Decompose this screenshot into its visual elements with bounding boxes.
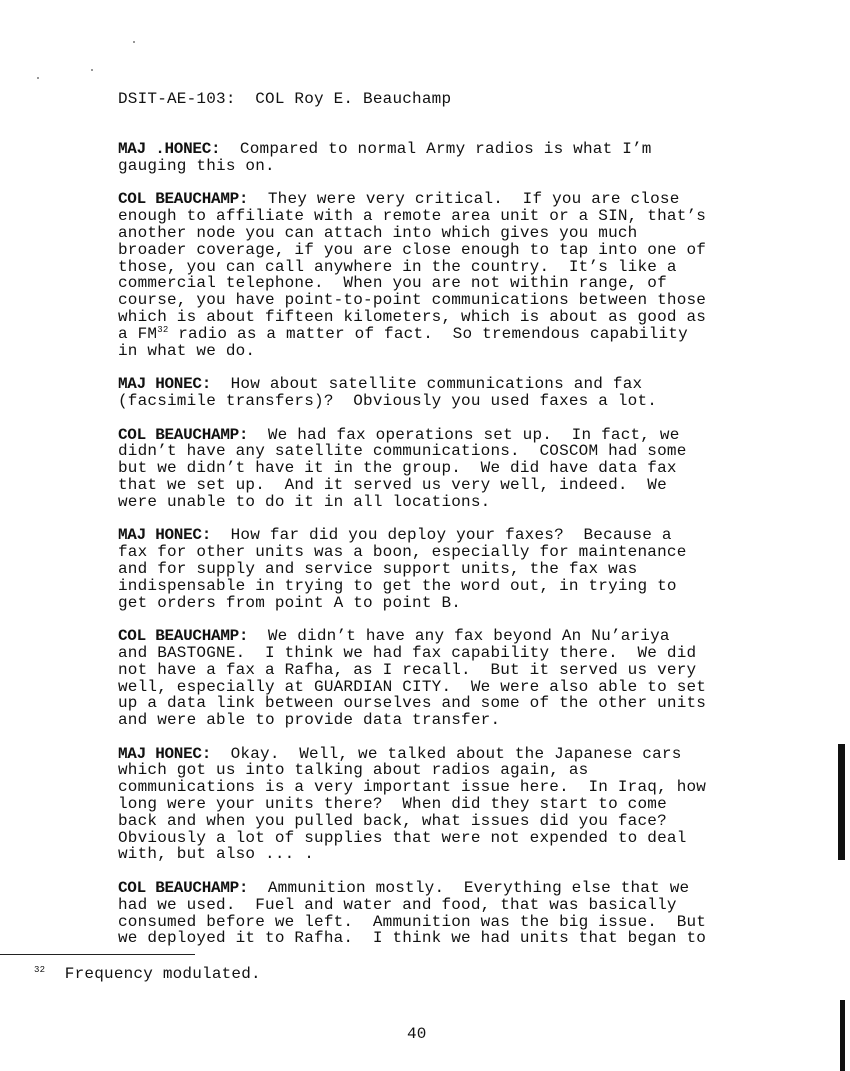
line-text: They were very critical. If you are close <box>248 190 680 209</box>
text-line <box>118 242 818 259</box>
footnote-number: 32 <box>34 965 46 975</box>
speaker-label: MAJ HONEC: <box>118 375 212 394</box>
speaker-label: MAJ HONEC: <box>118 526 212 545</box>
transcript-paragraph <box>118 628 818 729</box>
document-title: DSIT-AE-103: COL Roy E. Beauchamp <box>118 90 452 108</box>
transcript-paragraph <box>118 527 818 611</box>
text-line <box>118 275 818 292</box>
speaker-label: COL BEAUCHAMP: <box>118 425 249 444</box>
speaker-label: COL BEAUCHAMP: <box>118 879 249 898</box>
scan-edge-mark <box>838 744 845 860</box>
footnote <box>34 966 261 983</box>
text-line <box>118 880 818 897</box>
line-text: gauging this on. <box>118 156 275 175</box>
transcript-paragraph <box>118 191 818 359</box>
transcript-paragraph <box>118 141 818 175</box>
speaker-label: COL BEAUCHAMP: <box>118 627 249 646</box>
line-text: back and when you pulled back, what issues did you face? <box>118 811 667 830</box>
line-text: and BASTOGNE. I think we had fax capability there. We did <box>118 643 697 662</box>
text-line <box>118 578 818 595</box>
line-text: We had fax operations set up. In fact, we <box>248 425 680 444</box>
scan-speck <box>37 77 39 79</box>
line-text: How about satellite communications and fax <box>211 375 643 394</box>
text-line <box>118 259 818 276</box>
text-line <box>118 292 818 309</box>
line-text: enough to affiliate with a remote area unit or a SIN, that’s <box>118 207 707 226</box>
line-text: commercial telephone. When you are not within range, of <box>118 274 667 293</box>
line-text: in what we do. <box>118 341 256 360</box>
text-line <box>118 695 818 712</box>
text-line <box>118 930 818 947</box>
text-line <box>118 544 818 561</box>
speaker-label: MAJ .HONEC: <box>118 140 221 158</box>
text-line <box>118 914 818 931</box>
line-text: but we didn’t have it in the group. We did have data fax <box>118 459 677 478</box>
line-text: fax for other units was a boon, especially for maintenance <box>118 543 687 562</box>
line-text: another node you can attach into which gives you much <box>118 223 638 242</box>
line-text: get orders from point A to point B. <box>118 593 462 612</box>
transcript-paragraph <box>118 880 818 947</box>
text-line <box>118 813 818 830</box>
text-line <box>118 645 818 662</box>
text-line <box>118 158 818 175</box>
line-text: course, you have point-to-point communications between those <box>118 291 707 310</box>
text-line <box>118 427 818 444</box>
transcript-body <box>118 141 818 964</box>
line-text: broader coverage, if you are close enough to tap into one of <box>118 240 707 259</box>
text-line <box>118 746 818 763</box>
transcript-paragraph <box>118 376 818 410</box>
text-line <box>118 225 818 242</box>
text-line <box>118 830 818 847</box>
text-line <box>118 141 818 158</box>
text-line <box>118 393 818 410</box>
line-text: and were able to provide data transfer. <box>118 711 501 730</box>
text-line <box>118 561 818 578</box>
text-line <box>118 662 818 679</box>
line-text: long were your units there? When did they start to come <box>118 795 667 814</box>
text-line <box>118 762 818 779</box>
text-line <box>118 326 818 343</box>
text-line <box>118 628 818 645</box>
text-line <box>118 477 818 494</box>
scan-speck <box>91 69 93 71</box>
text-line <box>118 309 818 326</box>
line-text: not have a fax a Rafha, as I recall. But it served us very <box>118 660 697 679</box>
text-line <box>118 712 818 729</box>
speaker-label: COL BEAUCHAMP: <box>118 190 249 209</box>
line-text: which is about fifteen kilometers, which is about as good as <box>118 307 707 326</box>
line-text: up a data link between ourselves and some of the other units <box>118 694 707 713</box>
line-text: and for supply and service support units, the fax was <box>118 559 638 578</box>
text-line <box>118 494 818 511</box>
text-line <box>118 679 818 696</box>
line-text: those, you can call anywhere in the country. It’s like a <box>118 257 677 276</box>
line-text: Ammunition mostly. Everything else that we <box>248 879 690 898</box>
line-text: we deployed it to Rafha. I think we had units that began to <box>118 929 707 948</box>
line-text: consumed before we left. Ammunition was the big issue. But <box>118 912 707 931</box>
line-text: were unable to do it in all locations. <box>118 492 491 511</box>
line-text: Okay. Well, we talked about the Japanese cars <box>211 744 682 763</box>
footnote-text: Frequency modulated. <box>45 965 261 983</box>
text-line <box>118 527 818 544</box>
scan-edge-mark <box>840 1000 845 1071</box>
text-line <box>118 846 818 863</box>
line-text: well, especially at GUARDIAN CITY. We were also able to set <box>118 677 707 696</box>
line-text: which got us into talking about radios again, as <box>118 761 589 780</box>
line-text: (facsimile transfers)? Obviously you used faxes a lot. <box>118 391 658 410</box>
line-text: indispensable in trying to get the word out, in trying to <box>118 576 677 595</box>
text-line <box>118 343 818 360</box>
speaker-label: MAJ HONEC: <box>118 744 212 763</box>
footnote-divider <box>0 954 195 955</box>
line-text: radio as a matter of fact. So tremendous capability <box>168 324 688 343</box>
line-text: We didn’t have any fax beyond An Nu’ariya <box>248 627 670 646</box>
text-line <box>118 595 818 612</box>
line-text: had we used. Fuel and water and food, that was basically <box>118 895 677 914</box>
scan-speck <box>133 41 135 43</box>
line-text: communications is a very important issue here. In Iraq, how <box>118 778 707 797</box>
text-line <box>118 779 818 796</box>
page-number: 40 <box>407 1025 427 1043</box>
text-line <box>118 208 818 225</box>
text-line <box>118 796 818 813</box>
footnote-reference: 32 <box>157 324 169 335</box>
line-text: a FM <box>118 324 158 343</box>
text-line <box>118 460 818 477</box>
transcript-paragraph <box>118 746 818 864</box>
line-text: with, but also ... . <box>118 845 315 864</box>
line-text: Obviously a lot of supplies that were not expended to deal <box>118 828 687 847</box>
line-text: didn’t have any satellite communications. COSCOM had some <box>118 442 687 461</box>
text-line <box>118 897 818 914</box>
line-text: Compared to normal Army radios is what I’m <box>220 140 652 158</box>
line-text: that we set up. And it served us very well, indeed. We <box>118 475 667 494</box>
transcript-paragraph <box>118 427 818 511</box>
text-line <box>118 376 818 393</box>
line-text: How far did you deploy your faxes? Because a <box>211 526 672 545</box>
text-line <box>118 191 818 208</box>
text-line <box>118 443 818 460</box>
